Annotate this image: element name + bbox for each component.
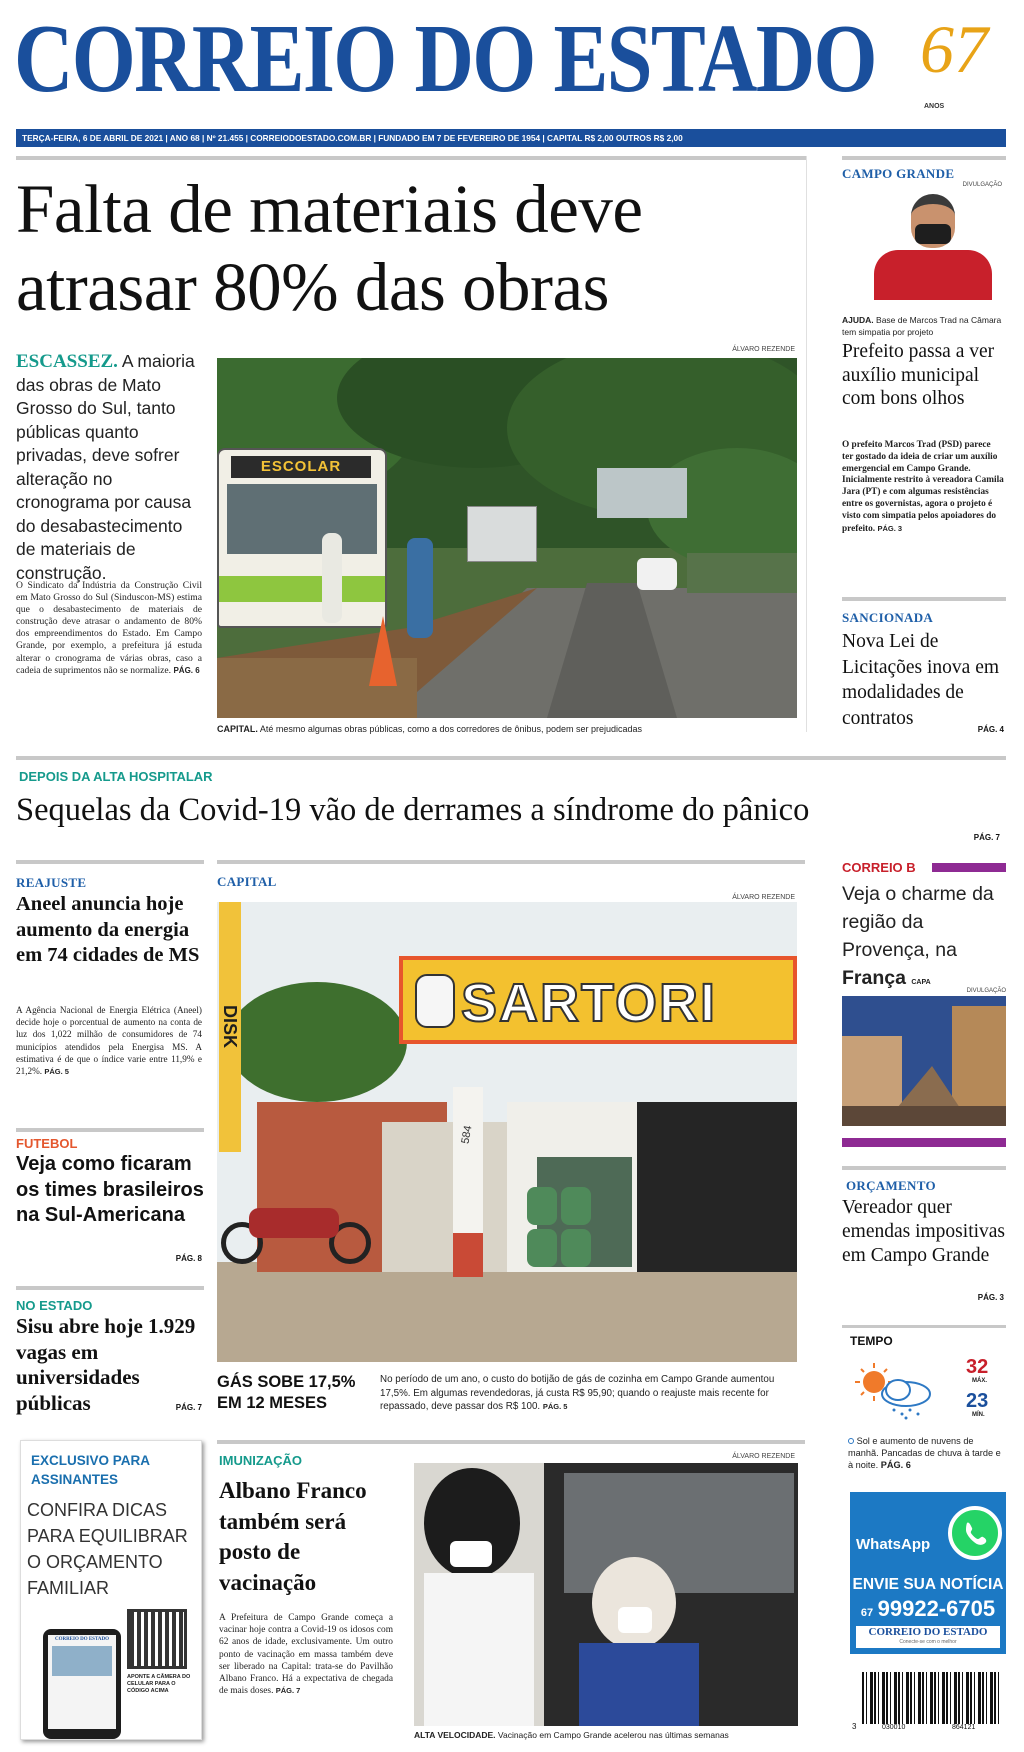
worker-1 bbox=[322, 533, 342, 623]
qr-code-icon[interactable] bbox=[127, 1609, 187, 1669]
lead-caption-text: Até mesmo algumas obras públicas, como a dos corredores de ônibus, podem ser prejudicadas bbox=[259, 724, 643, 734]
weather-forecast bbox=[848, 1435, 1004, 1471]
subscriber-kicker-line1: EXCLUSIVO PARA bbox=[31, 1453, 151, 1468]
info-bar bbox=[16, 129, 1006, 147]
car bbox=[637, 558, 677, 590]
qr-caption: APONTE A CÂMERA DO CELULAR PARA O CÓDIGO ACIMA bbox=[127, 1674, 191, 1694]
whatsapp-ad[interactable] bbox=[850, 1492, 1006, 1654]
lead-body bbox=[16, 580, 202, 677]
provence-photo bbox=[842, 996, 1006, 1126]
gas-photo bbox=[217, 902, 797, 1362]
barcode-middle: 030010 bbox=[882, 1724, 906, 1731]
covid-kicker: DEPOIS DA ALTA HOSPITALAR bbox=[19, 769, 213, 784]
bus bbox=[217, 448, 387, 628]
correio-b bbox=[842, 860, 1006, 1150]
vaccination-headline[interactable]: Albano Franco também será posto de vacinação bbox=[219, 1478, 367, 1595]
vaccination-credit: ÁLVARO REZENDE bbox=[732, 1453, 795, 1460]
lead-body-page: PÁG. 6 bbox=[173, 665, 200, 675]
bus-sign: ESCOLAR bbox=[231, 456, 371, 478]
store-sign-board bbox=[399, 956, 797, 1044]
aneel-page: PÁG. 5 bbox=[44, 1067, 69, 1077]
correio-b-credit: DIVULGAÇÃO bbox=[966, 988, 1006, 994]
mayor-mask bbox=[915, 224, 951, 244]
sidebar-law-headline[interactable]: Nova Lei de Licitações inova em modalidades de contratos bbox=[842, 631, 1000, 729]
weather-min: 23 bbox=[966, 1390, 989, 1412]
covid-headline[interactable]: Sequelas da Covid-19 vão de derrames a síndrome do pânico bbox=[16, 792, 810, 828]
sidebar-law-page: PÁG. 4 bbox=[977, 725, 1004, 734]
lead-photo-credit: ÁLVARO REZENDE bbox=[732, 346, 795, 353]
gas-photo-credit: ÁLVARO REZENDE bbox=[732, 894, 795, 901]
orcamento-headline[interactable]: Vereador quer emendas impositivas em Campo Grande bbox=[842, 1197, 1006, 1266]
anniversary-number: 67 bbox=[920, 11, 988, 87]
weather-page: PÁG. 6 bbox=[880, 1460, 911, 1470]
sidebar-top-body bbox=[842, 440, 1004, 535]
subscriber-kicker bbox=[31, 1451, 150, 1489]
lead-deck bbox=[16, 350, 206, 585]
sidebar-top-body-text: O prefeito Marcos Trad (PSD) parece ter gostado da ideia de criar um auxílio emergencial em Campo Grande. Inicialmente restrito à vereadora Camila Jara (PT) e com algumas resistências entre os governistas, agora o projeto é visto com simpatia pelos apoiadores do prefeito. bbox=[842, 440, 1004, 534]
vaccination-caption-label: ALTA VELOCIDADE. bbox=[414, 1730, 496, 1740]
barcode-right: 864121 bbox=[952, 1724, 976, 1731]
sidebar-top-caption-text: Base de Marcos Trad na Câmara tem simpatia por projeto bbox=[842, 315, 1002, 337]
lead-photo bbox=[217, 358, 797, 718]
sun-cloud-rain-icon bbox=[850, 1360, 940, 1420]
aneel-body bbox=[16, 1004, 202, 1078]
sidebar-top-headline[interactable]: Prefeito passa a ver auxílio municipal com bons olhos bbox=[842, 341, 995, 409]
sidebar-top-credit: DIVULGAÇÃO bbox=[962, 182, 1002, 188]
weather-max: 32 bbox=[966, 1356, 989, 1378]
weather-min-label: MÍN. bbox=[972, 1412, 985, 1418]
gas-page: PÁG. 5 bbox=[542, 1402, 568, 1411]
lead-caption-label: CAPITAL. bbox=[217, 724, 258, 734]
vaccination-section: IMUNIZAÇÃO bbox=[219, 1453, 303, 1468]
correio-b-teaser-na: na bbox=[935, 939, 957, 961]
weather-forecast-text: Sol e aumento de nuvens de manhã. Pancadas de chuva à tarde e à noite. bbox=[848, 1436, 1001, 1470]
sidebar-top-caption-label: AJUDA. bbox=[842, 315, 874, 325]
motorcycle bbox=[221, 1192, 371, 1264]
correio-b-teaser-text: Veja o charme da região da Provença, bbox=[842, 883, 994, 961]
orcamento-page: PÁG. 3 bbox=[977, 1293, 1004, 1302]
subscriber-text: CONFIRA DICAS PARA EQUILIBRAR O ORÇAMENTO FAMILIAR bbox=[27, 1500, 188, 1598]
futebol-headline[interactable]: Veja como ficaram os times brasileiros na Sul-Americana bbox=[16, 1153, 204, 1226]
vaccination-photo bbox=[414, 1463, 798, 1726]
sisu-section: NO ESTADO bbox=[16, 1298, 93, 1313]
whatsapp-brand-box bbox=[856, 1626, 1000, 1648]
phone-brand: CORREIO DO ESTADO bbox=[54, 1637, 110, 1642]
subscriber-box[interactable] bbox=[20, 1440, 202, 1740]
aneel-body-text: A Agência Nacional de Energia Elétrica (Aneel) decide hoje o porcentual de aumento na conta de luz dos 1,022 milhão de consumidores de 74 municípios atendidos pela Energisa MS. A estimativa é de que o índice varie entre 11,9% e 21,2%. bbox=[16, 1005, 202, 1077]
subscriber-kicker-line2: ASSINANTES bbox=[31, 1472, 119, 1487]
whatsapp-phone: 99922-6705 bbox=[877, 1596, 996, 1621]
masthead-title: CORREIO DO ESTADO bbox=[14, 5, 876, 113]
aneel-story bbox=[16, 866, 204, 1106]
aneel-headline[interactable]: Aneel anuncia hoje aumento da energia em 74 cidades de MS bbox=[16, 893, 200, 966]
whatsapp-brand-sub: Conecte-se com o melhor bbox=[899, 1639, 957, 1645]
nurse-mask bbox=[450, 1541, 492, 1567]
correio-b-page: CAPA bbox=[911, 979, 931, 986]
sidebar-law bbox=[842, 601, 1006, 741]
vaccination-page: PÁG. 7 bbox=[275, 1686, 301, 1696]
lead-headline[interactable] bbox=[16, 170, 806, 326]
sidebar-top-page: PÁG. 3 bbox=[877, 523, 903, 533]
orcamento-section: ORÇAMENTO bbox=[846, 1178, 936, 1193]
sidebar-top-section: CAMPO GRANDE bbox=[842, 166, 955, 181]
info-bar-text: TERÇA-FEIRA, 6 DE ABRIL DE 2021 | ANO 68 | Nº 21.455 | CORREIODOESTADO.COM.BR | FUNDADO EM 7 DE FEVEREIRO DE 1954 | CAPITAL R$ 2,00 OUTROS R$ 2,00 bbox=[22, 133, 683, 143]
vaccination-body-text: A Prefeitura de Campo Grande começa a vacinar hoje contra a Covid-19 os idosos com 62 anos de idade, exclusivamente. Um outro ponto de vacinação em massa também deve ser liberado na Capital: trata-se do Pavilhão Albano Franco. Há a expectativa de chegada de mais doses. bbox=[219, 1613, 393, 1697]
weather-box bbox=[842, 1325, 1006, 1475]
covid-banner bbox=[16, 762, 1006, 842]
whatsapp-icon bbox=[948, 1506, 1002, 1560]
futebol-section: FUTEBOL bbox=[16, 1136, 78, 1151]
futebol-story bbox=[16, 1132, 204, 1272]
futebol-page: PÁG. 8 bbox=[175, 1254, 202, 1263]
gas-body-text: No período de um ano, o custo do botijão de gás de cozinha em Campo Grande aumentou 17,5%. Em algumas revendedoras, já custa R$ 95,90; quando o reajuste mais recente for repassado, deve passar dos R$ 100. bbox=[380, 1374, 775, 1412]
covid-page: PÁG. 7 bbox=[973, 833, 1000, 842]
gas-headline-line2: EM 12 MESES bbox=[217, 1394, 328, 1412]
barcode-bars bbox=[862, 1672, 1002, 1724]
gas-headline-line1: GÁS SOBE 17,5% bbox=[217, 1373, 356, 1391]
gas-headline[interactable] bbox=[217, 1372, 367, 1414]
sisu-story bbox=[16, 1290, 204, 1420]
sidebar-top-caption bbox=[842, 315, 1002, 338]
anniversary-label: ANOS bbox=[924, 103, 945, 110]
elder-mask bbox=[618, 1607, 652, 1633]
bus-windshield bbox=[227, 484, 377, 554]
sidebar-law-section: SANCIONADA bbox=[842, 610, 934, 625]
lead-headline-line1: Falta de materiais deve bbox=[16, 171, 643, 247]
gas-section: CAPITAL bbox=[217, 874, 277, 889]
lead-deck-text: A maioria das obras de Mato Grosso do Sul, tanto públicas quanto privadas, deve sofrer alteração no cronograma por causa do desabastecimento de materiais de construção. bbox=[16, 351, 195, 583]
phone-icon bbox=[43, 1629, 121, 1739]
gas-body bbox=[380, 1373, 798, 1414]
bus-stripe bbox=[219, 576, 385, 602]
weather-bullet-icon bbox=[848, 1438, 854, 1444]
correio-b-teaser-bold: França bbox=[842, 967, 906, 989]
disk-sign: DISK bbox=[219, 902, 241, 1152]
barcode bbox=[852, 1672, 1006, 1742]
weather-title: TEMPO bbox=[850, 1334, 893, 1348]
sisu-page: PÁG. 7 bbox=[175, 1403, 202, 1412]
truck bbox=[467, 506, 537, 562]
gas-cylinders bbox=[527, 1187, 597, 1267]
whatsapp-number bbox=[850, 1596, 1006, 1622]
traffic-cone bbox=[369, 616, 397, 686]
mayor-shirt bbox=[874, 250, 992, 300]
correio-b-section: CORREIO B bbox=[842, 860, 916, 875]
house-pillar bbox=[453, 1087, 483, 1277]
vaccination-caption bbox=[414, 1730, 804, 1741]
sidebar-top bbox=[842, 160, 1006, 580]
lead-body-text: O Sindicato da Indústria da Construção Civil em Mato Grosso do Sul (Sinduscon-MS) estima que o desabastecimento de materiais de construção deve atrasar o andamento de 80% dos empreendimentos do Estado. Em Campo Grande, por exemplo, a prefeitura já estuda alterar o cronograma de várias obras, caso a cadeia de suprimentos não se normalize. bbox=[16, 580, 202, 676]
worker-2 bbox=[407, 538, 433, 638]
store-sign: SARTORI bbox=[461, 973, 718, 1033]
vaccination-caption-text: Vacinação em Campo Grande acelerou nas últimas semanas bbox=[497, 1730, 729, 1740]
whatsapp-app: WhatsApp bbox=[856, 1536, 931, 1553]
house-number: 584 bbox=[459, 1124, 475, 1145]
whatsapp-ddd: 67 bbox=[860, 1607, 874, 1619]
lead-headline-line2: atrasar 80% das obras bbox=[16, 249, 610, 325]
aneel-section: REAJUSTE bbox=[16, 875, 87, 890]
correio-b-bottom-bar bbox=[842, 1138, 1006, 1147]
correio-b-bar bbox=[932, 863, 1006, 872]
gas-mascot-icon bbox=[415, 974, 455, 1028]
correio-b-teaser[interactable] bbox=[842, 880, 1006, 997]
barcode-left: 3 bbox=[852, 1722, 857, 1731]
vaccination-body bbox=[219, 1612, 393, 1697]
masthead bbox=[0, 0, 1024, 150]
lead-caption bbox=[217, 723, 807, 735]
weather-max-label: MÁX. bbox=[972, 1378, 987, 1384]
lead-kicker: ESCASSEZ. bbox=[16, 351, 118, 372]
whatsapp-brand: CORREIO DO ESTADO bbox=[868, 1626, 988, 1638]
sisu-headline[interactable]: Sisu abre hoje 1.929 vagas em universidades públicas bbox=[16, 1314, 196, 1415]
whatsapp-cta: ENVIE SUA NOTÍCIA bbox=[852, 1576, 1004, 1593]
orcamento-story bbox=[842, 1170, 1006, 1310]
